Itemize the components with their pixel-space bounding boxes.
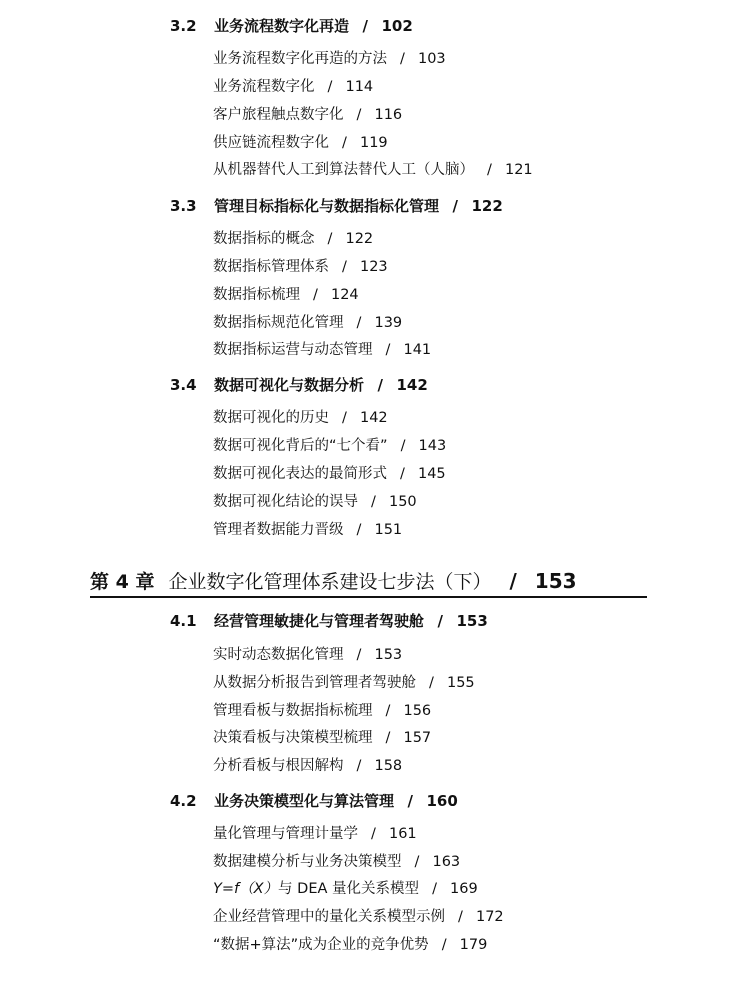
toc-text: 供应链流程数字化 [213,135,329,151]
toc-text: / [441,937,447,953]
toc-text: 数据指标梳理 [213,287,300,303]
toc-item [213,411,388,426]
section-4-2 [170,794,458,809]
toc-text: / [377,376,383,394]
toc-text: / [458,909,463,925]
toc-text: / [356,522,362,538]
toc-text: 141 [403,342,432,358]
toc-text: / [327,231,333,247]
toc-text: 169 [450,881,478,897]
toc-text: 160 [426,792,458,810]
toc-item [213,108,402,123]
toc-text: 第 4 章 [90,571,155,593]
toc-text: 122 [345,231,374,247]
toc-text: 业务决策模型化与算法管理 [214,792,395,810]
toc-text: 从机器替代人工到算法替代人工（人脑） [213,162,474,178]
toc-item [213,827,417,842]
toc-item [213,439,446,454]
toc-text: 数据指标运营与动态管理 [213,342,373,358]
toc-text: 124 [330,287,359,303]
toc-item [213,288,359,303]
toc-text: / [452,197,458,215]
toc-item [213,467,446,482]
toc-text: 与 DEA 量化关系模型 [278,881,420,897]
toc-text: 143 [418,438,447,454]
toc-text: / [342,259,347,275]
toc-item [213,855,460,870]
toc-text: / [432,881,437,897]
toc-item [213,316,402,331]
toc-text: “数据+算法”成为企业的竞争优势 [213,937,429,953]
toc-text: 3.2 [170,17,197,35]
toc-text: 从数据分析报告到管理者驾驶舱 [213,675,416,691]
toc-text: / [313,287,318,303]
toc-text: 数据可视化与数据分析 [214,376,365,394]
toc-text: 业务流程数字化再造 [214,17,350,35]
toc-text: / [385,342,391,358]
toc-item [213,52,446,67]
toc-item [213,648,402,663]
toc-text: 经营管理敏捷化与管理者驾驶舱 [214,612,425,630]
section-3-3 [170,199,503,214]
toc-text: / [342,410,347,426]
toc-text: 123 [359,259,388,275]
toc-text: / [342,135,347,151]
toc-item [213,495,417,510]
toc-text: / [356,107,362,123]
toc-item [213,163,533,178]
toc-text: 管理目标指标化与数据指标化管理 [214,197,440,215]
toc-text: 分析看板与根因解构 [213,758,344,774]
toc-text: 102 [381,17,413,35]
toc-text: 数据建模分析与业务决策模型 [213,854,402,870]
toc-text: 116 [374,107,403,123]
toc-text: 142 [359,410,388,426]
toc-text: 业务流程数字化 [213,79,315,95]
toc-item [213,910,504,925]
toc-text: Y=f（X） [213,881,279,897]
toc-text: / [356,647,362,663]
toc-text: 153 [534,569,577,593]
toc-text: 103 [417,51,446,67]
toc-text: 3.4 [170,376,197,394]
toc-text: 156 [403,703,432,719]
toc-text: / [362,17,368,35]
toc-text: / [385,730,391,746]
toc-text: 客户旅程触点数字化 [213,107,344,123]
toc-text: / [400,438,406,454]
toc-text: / [327,79,333,95]
toc-item [213,232,373,247]
toc-item [213,343,431,358]
toc-text: 3.3 [170,197,197,215]
toc-text: 业务流程数字化再造的方法 [213,51,387,67]
toc-text: 数据可视化表达的最简形式 [213,466,387,482]
toc-text: 153 [374,647,403,663]
toc-item [213,704,431,719]
chapter-divider [90,596,647,598]
toc-item [213,136,388,151]
toc-text: 企业经营管理中的量化关系模型示例 [213,909,445,925]
toc-text: 179 [459,937,488,953]
toc-text: / [437,612,443,630]
toc-text: / [400,51,405,67]
toc-text: 管理看板与数据指标梳理 [213,703,373,719]
toc-text: 163 [432,854,461,870]
toc-text: / [400,466,405,482]
toc-item [213,731,431,746]
toc-text: 数据可视化结论的误导 [213,494,358,510]
toc-text: 实时动态数据化管理 [213,647,344,663]
toc-text: 150 [388,494,417,510]
toc-text: 量化管理与管理计量学 [213,826,358,842]
section-4-1 [170,614,488,629]
toc-item [213,80,373,95]
toc-text: 数据可视化的历史 [213,410,329,426]
toc-text: / [371,826,376,842]
toc-text: 4.1 [170,612,197,630]
toc-text: / [356,315,362,331]
toc-text: 4.2 [170,792,197,810]
chapter-4-heading [90,571,577,592]
toc-text: / [385,703,391,719]
section-3-2 [170,19,413,34]
toc-text: 企业数字化管理体系建设七步法（下） [168,571,492,593]
toc-text: 155 [446,675,475,691]
toc-text: 119 [359,135,388,151]
toc-text: / [429,675,434,691]
toc-text: 114 [345,79,374,95]
toc-item [213,759,402,774]
toc-text: 145 [417,466,446,482]
toc-text: / [487,162,492,178]
section-3-4 [170,378,428,393]
toc-text: / [356,758,362,774]
toc-text: / [407,792,413,810]
toc-text: 数据指标规范化管理 [213,315,344,331]
toc-text: 数据可视化背后的“七个看” [213,438,388,454]
toc-text: 158 [374,758,403,774]
toc-item [213,260,388,275]
toc-text: / [371,494,376,510]
toc-item [213,938,487,953]
toc-item [213,676,475,691]
toc-text: / [509,569,517,593]
toc-text: 151 [374,522,403,538]
toc-text: 161 [388,826,417,842]
toc-text: 172 [475,909,504,925]
toc-item [213,523,402,538]
toc-item [213,882,478,897]
toc-text: 157 [403,730,432,746]
toc-text: 数据指标的概念 [213,231,315,247]
toc-text: / [414,854,420,870]
toc-text: 153 [456,612,488,630]
toc-text: 决策看板与决策模型梳理 [213,730,373,746]
toc-text: 数据指标管理体系 [213,259,329,275]
toc-text: 139 [374,315,403,331]
toc-text: 122 [471,197,503,215]
toc-text: 142 [396,376,428,394]
toc-text: 管理者数据能力晋级 [213,522,344,538]
toc-text: 121 [504,162,533,178]
